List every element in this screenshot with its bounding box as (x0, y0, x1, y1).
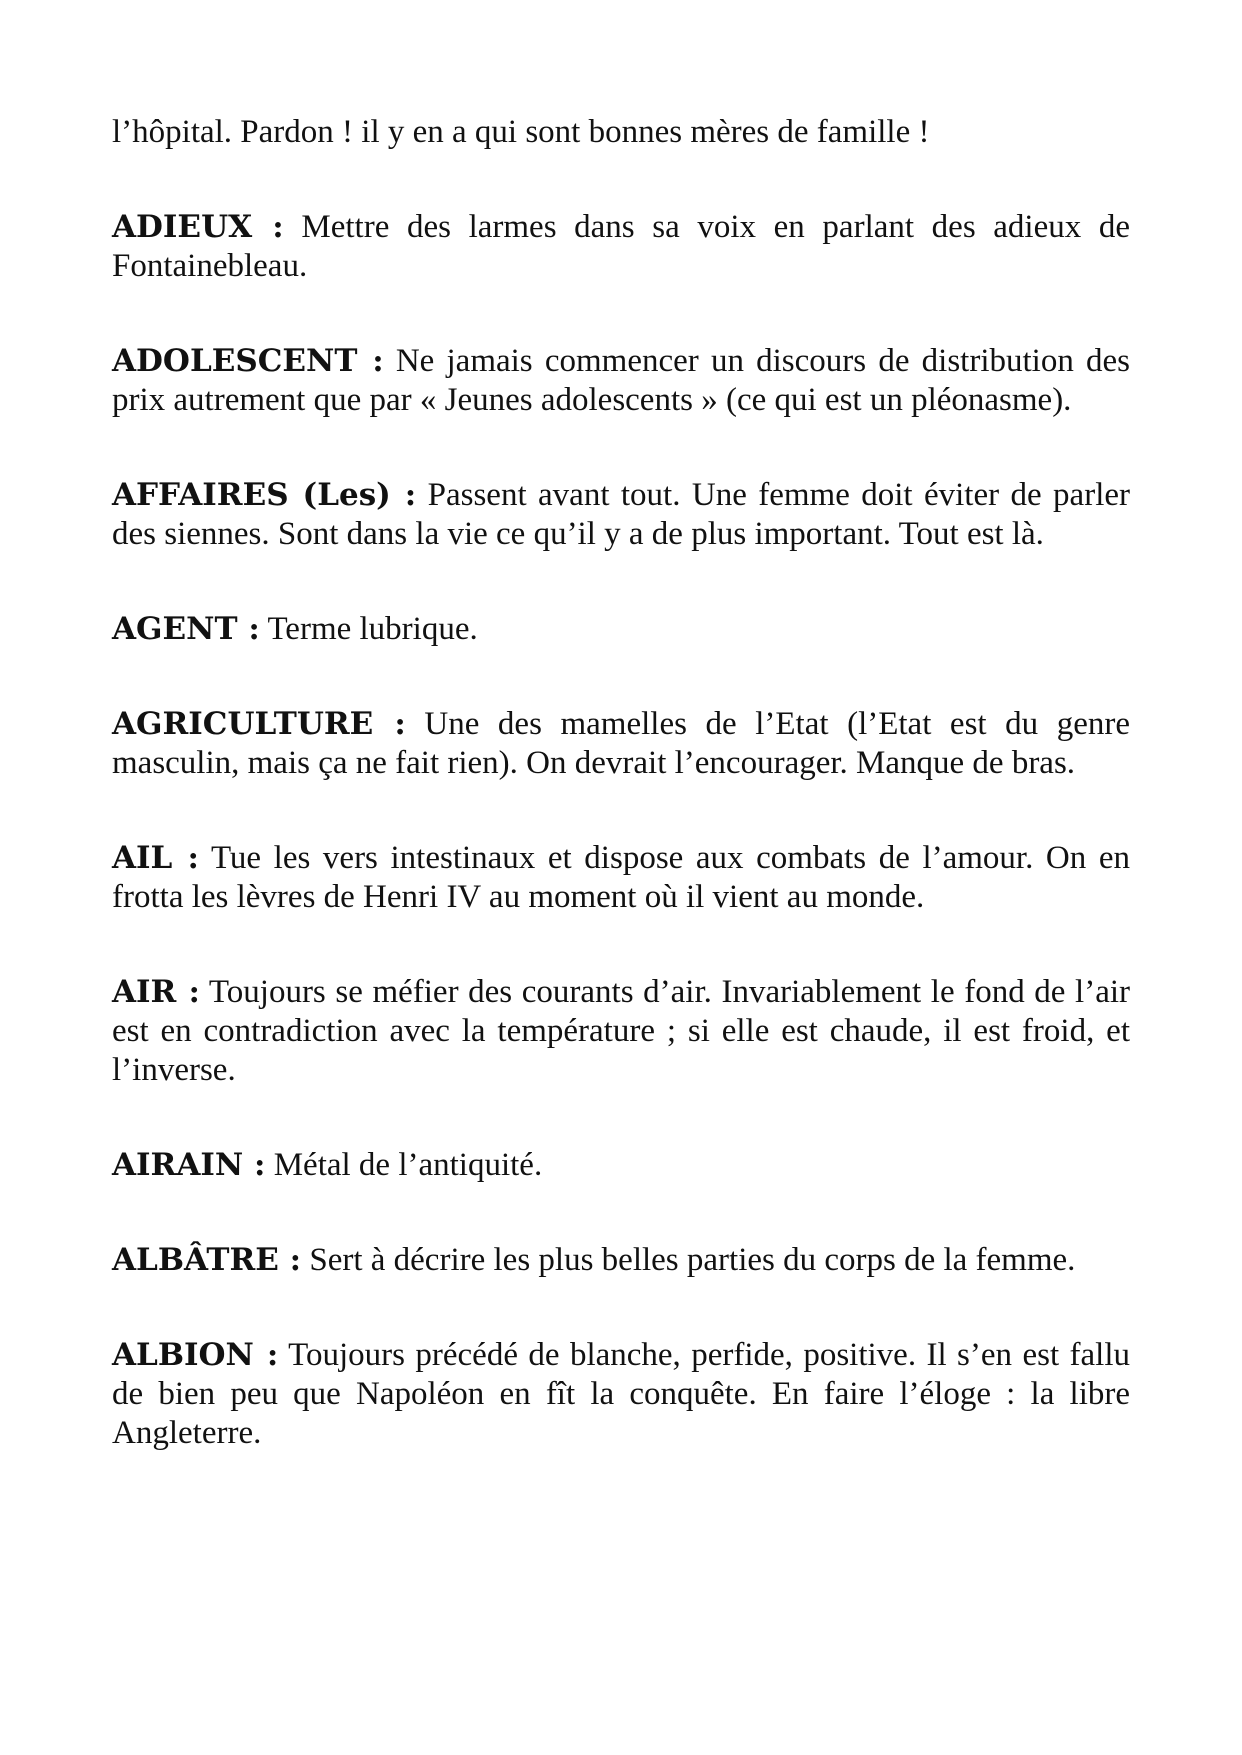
dictionary-entry-airain (112, 1146, 1130, 1185)
dictionary-entry-albion (112, 1336, 1130, 1453)
entry-term: AGENT : (112, 611, 260, 647)
dictionary-entry-agent (112, 610, 1130, 649)
entry-definition: l’hôpital. Pardon ! il y en a qui sont bonnes mères de famille ! (112, 114, 930, 150)
dictionary-entry-air (112, 973, 1130, 1090)
entry-term: ADOLESCENT : (112, 343, 384, 379)
entry-term: ALBÂTRE : (112, 1242, 302, 1278)
dictionary-entry-ail (112, 839, 1130, 917)
dictionary-entry-adieux (112, 208, 1130, 286)
dictionary-entry-agriculture (112, 705, 1130, 783)
entry-term: ADIEUX : (112, 209, 284, 245)
entry-definition: Passent avant tout. Une femme doit éviter de parler des siennes. Sont dans la vie ce qu’il y a de plus important. Tout est là. (112, 477, 1130, 552)
entry-term: AIR : (112, 974, 200, 1010)
entry-term: ALBION : (112, 1337, 279, 1373)
dictionary-entry-affaires (112, 476, 1130, 554)
entry-definition: Toujours se méfier des courants d’air. Invariablement le fond de l’air est en contradiction avec la température ; si elle est chaude, il est froid, et l’inverse. (112, 974, 1130, 1088)
entry-definition: Toujours précédé de blanche, perfide, positive. Il s’en est fallu de bien peu que Napoléon en fît la conquête. En faire l’éloge : la libre Angleterre. (112, 1337, 1130, 1451)
entry-definition: Terme lubrique. (267, 611, 478, 647)
entry-definition: Une des mamelles de l’Etat (l’Etat est du genre masculin, mais ça ne fait rien). On devrait l’encourager. Manque de bras. (112, 706, 1131, 781)
entry-definition: Ne jamais commencer un discours de distribution des prix autrement que par « Jeunes adolescents » (ce qui est un pléonasme). (112, 343, 1131, 418)
dictionary-entry-albatre (112, 1241, 1130, 1280)
entry-term: AIRAIN : (112, 1147, 266, 1183)
entry-definition: Mettre des larmes dans sa voix en parlant des adieux de Fontainebleau. (112, 209, 1131, 284)
entry-term: AGRICULTURE : (112, 706, 406, 742)
entry-definition: Métal de l’antiquité. (273, 1147, 543, 1183)
entry-term: AIL : (112, 840, 199, 876)
entry-term: AFFAIRES (Les) : (112, 477, 417, 513)
dictionary-page (112, 113, 1130, 1509)
entry-definition: Sert à décrire les plus belles parties du corps de la femme. (309, 1242, 1076, 1278)
dictionary-entry-continuation (112, 113, 1130, 152)
dictionary-entry-adolescent (112, 342, 1130, 420)
entry-definition: Tue les vers intestinaux et dispose aux combats de l’amour. On en frotta les lèvres de Henri IV au moment où il vient au monde. (112, 840, 1130, 915)
